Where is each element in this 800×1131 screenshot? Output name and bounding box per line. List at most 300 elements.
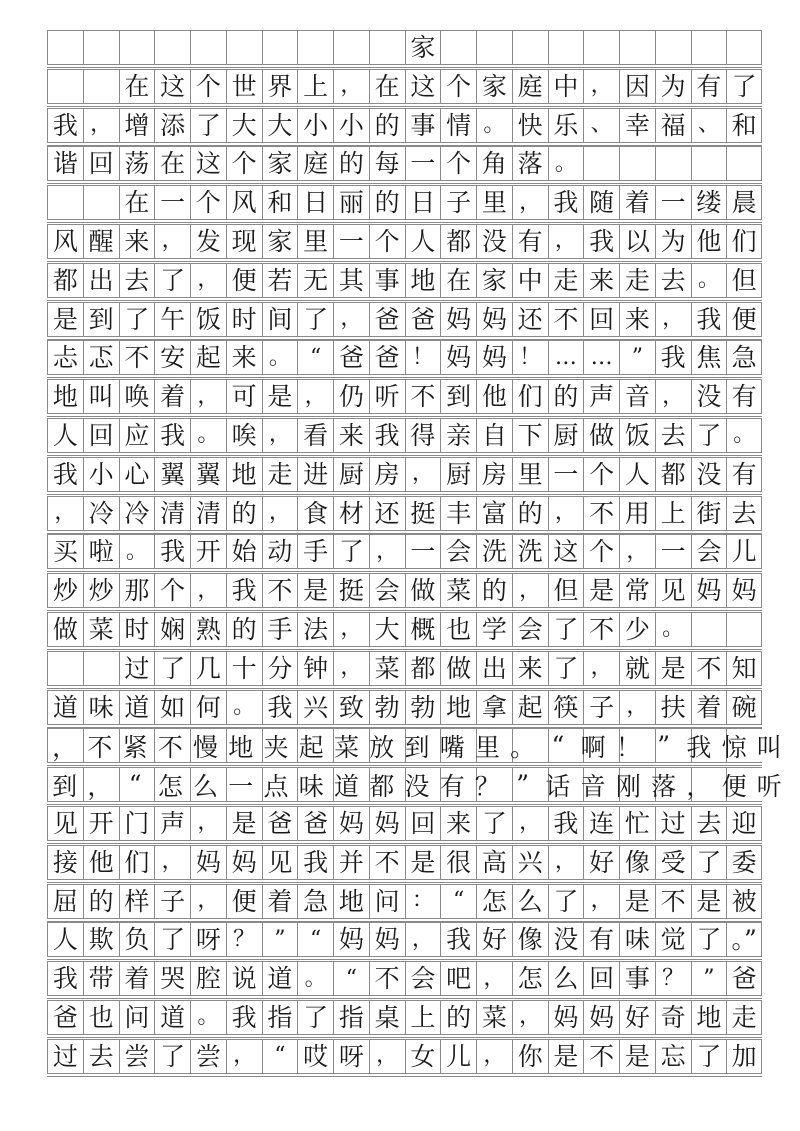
grid-cell: 的: [369, 109, 405, 142]
grid-cell: 为: [655, 70, 691, 103]
grid-cell: 大: [226, 109, 262, 142]
grid-cell: 忑: [83, 341, 119, 374]
grid-row: [47, 922, 762, 957]
grid-cell: …: [548, 341, 584, 374]
grid-cell: 在: [119, 70, 155, 103]
grid-cell: 缕: [691, 186, 727, 219]
grid-cell: [619, 768, 655, 801]
grid-cell: 筷: [548, 691, 584, 724]
grid-cell: 忐: [47, 341, 83, 374]
grid-cell: “: [297, 341, 333, 374]
grid-cell: 手: [297, 535, 333, 568]
grid-cell: 我: [440, 923, 476, 956]
grid-cell: 无: [297, 264, 333, 297]
grid-cell: 没: [548, 923, 584, 956]
grid-cell: 、: [583, 109, 619, 142]
grid-cell: [83, 70, 119, 103]
grid-cell: 的: [548, 380, 584, 413]
grid-cell: 急: [297, 885, 333, 918]
essay-title: 家: [405, 31, 441, 64]
grid-cell: 妈: [226, 846, 262, 879]
grid-cell: 大: [262, 109, 298, 142]
grid-cell: ，: [619, 535, 655, 568]
grid-cell: 是: [619, 1040, 655, 1073]
grid-cell: [583, 147, 619, 180]
grid-cell: 妈: [548, 1001, 584, 1034]
grid-cell: 样: [119, 885, 155, 918]
grid-cell: 妈: [369, 807, 405, 840]
grid-cell: 和: [726, 109, 762, 142]
grid-cell: 做: [440, 652, 476, 685]
grid-cell: 里: [512, 458, 548, 491]
grid-cell: 不: [119, 341, 155, 374]
grid-cell: 其: [333, 264, 369, 297]
grid-cell: 。: [119, 535, 155, 568]
grid-cell: [83, 31, 119, 64]
grid-cell: ，: [655, 303, 691, 336]
grid-cell: ，: [333, 70, 369, 103]
grid-cell: 的: [512, 497, 548, 530]
grid-cell: 了: [119, 303, 155, 336]
grid-cell: 便: [726, 303, 762, 336]
grid-cell: ，: [548, 497, 584, 530]
grid-cell: 这: [190, 147, 226, 180]
grid-cell: 发: [190, 225, 226, 258]
grid-cell: [691, 31, 727, 64]
grid-cell: 翼: [190, 458, 226, 491]
grid-cell: 是: [619, 885, 655, 918]
grid-cell: 都: [655, 458, 691, 491]
grid-cell: 勃: [369, 691, 405, 724]
overflow-handwritten-line: ， 不 紧 不 慢 地 夹 起 菜 放 到 嘴 里 。 “ 啊 ！ ” 我 惊 叫: [52, 731, 782, 762]
title-row: [47, 30, 762, 65]
grid-cell: 我: [691, 303, 727, 336]
grid-cell: [476, 729, 512, 762]
grid-cell: 在: [440, 264, 476, 297]
grid-cell: 了: [154, 1040, 190, 1073]
grid-cell: 着: [619, 186, 655, 219]
grid-cell: [512, 31, 548, 64]
grid-cell: 哎: [297, 1040, 333, 1073]
grid-cell: 了: [154, 652, 190, 685]
grid-cell: 。: [726, 419, 762, 452]
grid-cell: 个: [440, 147, 476, 180]
grid-cell: 接: [47, 846, 83, 879]
grid-cell: 去: [83, 1040, 119, 1073]
grid-cell: 的: [440, 1001, 476, 1034]
grid-cell: 子: [154, 885, 190, 918]
grid-cell: 应: [119, 419, 155, 452]
grid-cell: ，: [369, 1040, 405, 1073]
grid-cell: 爸: [297, 807, 333, 840]
grid-row: [47, 108, 762, 143]
grid-cell: 了: [154, 264, 190, 297]
grid-cell: 兴: [297, 691, 333, 724]
grid-cell: 都: [47, 264, 83, 297]
grid-cell: [583, 729, 619, 762]
grid-cell: 唉: [226, 419, 262, 452]
grid-cell: 人: [619, 458, 655, 491]
grid-cell: 会: [512, 613, 548, 646]
grid-cell: 这: [548, 535, 584, 568]
grid-cell: 不: [262, 574, 298, 607]
grid-cell: 回: [83, 147, 119, 180]
grid-cell: 不: [583, 613, 619, 646]
grid-row: [47, 612, 762, 647]
grid-cell: 做: [405, 574, 441, 607]
grid-cell: 幸: [619, 109, 655, 142]
grid-cell: 听: [369, 380, 405, 413]
grid-cell: [691, 729, 727, 762]
grid-cell: 不: [405, 380, 441, 413]
grid-cell: 了: [297, 303, 333, 336]
grid-cell: 事: [369, 264, 405, 297]
grid-cell: 街: [691, 497, 727, 530]
grid-cell: 菜: [369, 652, 405, 685]
grid-cell: 个: [583, 458, 619, 491]
grid-cell: 着: [262, 885, 298, 918]
grid-cell: 觉: [655, 923, 691, 956]
grid-cell: [83, 729, 119, 762]
grid-cell: 个: [583, 535, 619, 568]
grid-cell: 着: [154, 380, 190, 413]
grid-cell: 没: [691, 458, 727, 491]
grid-cell: 是: [548, 1040, 584, 1073]
grid-cell: 急: [726, 341, 762, 374]
grid-cell: 了: [297, 1001, 333, 1034]
grid-cell: 买: [47, 535, 83, 568]
grid-cell: ”: [262, 923, 298, 956]
grid-cell: [83, 652, 119, 685]
grid-cell: 大: [369, 613, 405, 646]
grid-cell: 安: [154, 341, 190, 374]
grid-cell: [726, 31, 762, 64]
grid-cell: ，: [548, 225, 584, 258]
grid-cell: 快: [512, 109, 548, 142]
grid-cell: ，: [405, 923, 441, 956]
grid-cell: 这: [405, 70, 441, 103]
grid-cell: 是: [583, 574, 619, 607]
grid-cell: 始: [226, 535, 262, 568]
grid-cell: ，: [190, 264, 226, 297]
grid-cell: 有: [726, 458, 762, 491]
grid-cell: 着: [691, 691, 727, 724]
grid-cell: 。: [262, 341, 298, 374]
grid-cell: 来: [440, 807, 476, 840]
grid-cell: 午: [154, 303, 190, 336]
grid-cell: 几: [190, 652, 226, 685]
grid-cell: 因: [619, 70, 655, 103]
grid-cell: 有: [726, 380, 762, 413]
grid-cell: 走: [548, 264, 584, 297]
grid-cell: 怎: [476, 885, 512, 918]
grid-cell: 常: [619, 574, 655, 607]
grid-row: [47, 1000, 762, 1035]
grid-cell: 着: [119, 962, 155, 995]
grid-cell: 啦: [83, 535, 119, 568]
grid-cell: ，: [47, 497, 83, 530]
grid-cell: 中: [548, 70, 584, 103]
grid-cell: 来: [119, 225, 155, 258]
grid-cell: 晨: [726, 186, 762, 219]
grid-cell: 小: [333, 109, 369, 142]
grid-cell: 味: [619, 923, 655, 956]
grid-cell: [333, 768, 369, 801]
grid-cell: 爸: [333, 341, 369, 374]
grid-cell: ，: [190, 807, 226, 840]
grid-cell: 小: [297, 109, 333, 142]
grid-cell: 自: [476, 419, 512, 452]
grid-cell: 的: [476, 574, 512, 607]
grid-cell: 家: [476, 70, 512, 103]
grid-cell: 一: [333, 225, 369, 258]
grid-cell: 饭: [190, 303, 226, 336]
grid-cell: 在: [119, 186, 155, 219]
grid-cell: ，: [333, 613, 369, 646]
grid-cell: 了: [691, 923, 727, 956]
grid-cell: 个: [440, 70, 476, 103]
grid-cell: 爸: [369, 341, 405, 374]
grid-cell: 人: [47, 923, 83, 956]
grid-cell: 碗: [726, 691, 762, 724]
grid-cell: 炒: [47, 574, 83, 607]
grid-cell: 怎: [512, 962, 548, 995]
grid-cell: ，: [548, 846, 584, 879]
grid-cell: 桌: [369, 1001, 405, 1034]
grid-cell: 门: [119, 807, 155, 840]
grid-cell: 会: [440, 535, 476, 568]
grid-cell: 但: [726, 264, 762, 297]
grid-cell: 道: [119, 691, 155, 724]
grid-cell: 的: [83, 885, 119, 918]
grid-cell: 食: [297, 497, 333, 530]
grid-cell: [619, 147, 655, 180]
grid-cell: ，: [262, 497, 298, 530]
grid-cell: 个: [226, 147, 262, 180]
grid-cell: 用: [619, 497, 655, 530]
grid-cell: ，: [512, 807, 548, 840]
grid-cell: “: [333, 962, 369, 995]
grid-cell: 挺: [405, 497, 441, 530]
grid-cell: 事: [405, 109, 441, 142]
grid-cell: 唤: [119, 380, 155, 413]
grid-cell: …: [583, 341, 619, 374]
grid-cell: 我: [226, 574, 262, 607]
grid-cell: 我: [297, 846, 333, 879]
grid-cell: 少: [619, 613, 655, 646]
grid-cell: 福: [655, 109, 691, 142]
grid-cell: 过: [47, 1040, 83, 1073]
grid-cell: 和: [262, 186, 298, 219]
grid-cell: 致: [333, 691, 369, 724]
grid-cell: 手: [262, 613, 298, 646]
grid-cell: 小: [83, 458, 119, 491]
grid-cell: 去: [655, 264, 691, 297]
grid-cell: 有: [512, 225, 548, 258]
grid-cell: 饭: [619, 419, 655, 452]
grid-cell: 也: [440, 613, 476, 646]
grid-cell: 来: [583, 264, 619, 297]
grid-cell: 醒: [83, 225, 119, 258]
grid-cell: [583, 31, 619, 64]
grid-cell: 但: [548, 574, 584, 607]
grid-cell: 出: [476, 652, 512, 685]
grid-cell: 厨: [548, 419, 584, 452]
grid-cell: [154, 31, 190, 64]
grid-cell: ，: [405, 458, 441, 491]
grid-cell: 是: [691, 885, 727, 918]
grid-cell: 加: [726, 1040, 762, 1073]
grid-cell: 若: [262, 264, 298, 297]
grid-cell: 房: [369, 458, 405, 491]
grid-cell: [333, 31, 369, 64]
grid-cell: [655, 768, 691, 801]
grid-cell: 在: [154, 147, 190, 180]
grid-cell: [440, 768, 476, 801]
grid-cell: 做: [47, 613, 83, 646]
grid-cell: [619, 31, 655, 64]
grid-cell: ！: [405, 341, 441, 374]
grid-cell: 洗: [512, 535, 548, 568]
grid-cell: 开: [83, 807, 119, 840]
grid-cell: 忙: [619, 807, 655, 840]
grid-cell: 。”: [726, 923, 762, 956]
grid-cell: ，: [476, 1040, 512, 1073]
grid-cell: 了: [726, 70, 762, 103]
grid-cell: 的: [369, 186, 405, 219]
grid-cell: 回: [583, 303, 619, 336]
grid-cell: 迎: [726, 807, 762, 840]
grid-cell: [190, 729, 226, 762]
grid-cell: 。: [548, 147, 584, 180]
grid-cell: 叫: [83, 380, 119, 413]
grid-cell: 妈: [440, 303, 476, 336]
grid-cell: 人: [47, 419, 83, 452]
grid-cell: 是: [297, 574, 333, 607]
grid-cell: 腔: [190, 962, 226, 995]
grid-cell: 尝: [119, 1040, 155, 1073]
grid-cell: 我: [226, 1001, 262, 1034]
grid-cell: 十: [226, 652, 262, 685]
grid-cell: 菜: [476, 1001, 512, 1034]
grid-cell: 不: [369, 846, 405, 879]
grid-row: [47, 146, 762, 181]
grid-cell: 带: [83, 962, 119, 995]
grid-cell: 妈: [691, 574, 727, 607]
grid-cell: 道: [154, 1001, 190, 1034]
grid-cell: 了: [333, 535, 369, 568]
grid-cell: 个: [190, 186, 226, 219]
grid-cell: 里: [476, 186, 512, 219]
grid-cell: 了: [691, 1040, 727, 1073]
grid-cell: ：: [405, 885, 441, 918]
grid-cell: 起: [190, 341, 226, 374]
grid-cell: [726, 613, 762, 646]
grid-cell: 声: [154, 807, 190, 840]
grid-row: [47, 69, 762, 104]
grid-cell: 不: [655, 885, 691, 918]
grid-cell: 去: [726, 497, 762, 530]
grid-cell: 一: [405, 535, 441, 568]
grid-cell: ，: [369, 535, 405, 568]
grid-cell: 我: [655, 341, 691, 374]
grid-cell: [47, 186, 83, 219]
grid-cell: [333, 729, 369, 762]
grid-cell: ，: [190, 885, 226, 918]
grid-cell: 、: [691, 109, 727, 142]
grid-cell: 到: [440, 380, 476, 413]
grid-cell: [119, 31, 155, 64]
grid-cell: ”: [691, 962, 727, 995]
grid-cell: “: [297, 923, 333, 956]
grid-cell: 像: [512, 923, 548, 956]
grid-cell: 世: [226, 70, 262, 103]
grid-cell: 间: [262, 303, 298, 336]
grid-cell: 乐: [548, 109, 584, 142]
grid-cell: ，: [476, 962, 512, 995]
grid-cell: 洗: [476, 535, 512, 568]
grid-cell: ，: [619, 691, 655, 724]
grid-cell: [583, 768, 619, 801]
grid-cell: 上: [297, 70, 333, 103]
grid-cell: 儿: [726, 535, 762, 568]
grid-cell: 每: [369, 147, 405, 180]
grid-cell: 这: [154, 70, 190, 103]
grid-cell: 起: [512, 691, 548, 724]
grid-cell: [297, 768, 333, 801]
grid-row: [47, 690, 762, 725]
grid-cell: 们: [726, 225, 762, 258]
grid-cell: 也: [83, 1001, 119, 1034]
grid-cell: “: [440, 885, 476, 918]
grid-cell: 回: [405, 807, 441, 840]
grid-cell: 来: [226, 341, 262, 374]
grid-cell: 出: [83, 264, 119, 297]
grid-cell: [476, 31, 512, 64]
grid-cell: [655, 147, 691, 180]
grid-cell: 翼: [154, 458, 190, 491]
grid-cell: 道: [47, 691, 83, 724]
grid-cell: 了: [476, 807, 512, 840]
grid-cell: ，: [154, 846, 190, 879]
grid-cell: 挺: [333, 574, 369, 607]
grid-cell: [47, 652, 83, 685]
grid-cell: 好: [619, 1001, 655, 1034]
grid-cell: 做: [583, 419, 619, 452]
grid-row: [47, 534, 762, 569]
grid-cell: 一: [655, 535, 691, 568]
grid-cell: 地: [226, 458, 262, 491]
grid-row: [47, 379, 762, 414]
grid-cell: 冷: [119, 497, 155, 530]
grid-cell: 得: [405, 419, 441, 452]
grid-cell: 道: [262, 962, 298, 995]
grid-cell: 个: [190, 70, 226, 103]
grid-row: [47, 496, 762, 531]
grid-cell: 你: [512, 1040, 548, 1073]
grid-cell: 忘: [655, 1040, 691, 1073]
grid-cell: 荡: [119, 147, 155, 180]
grid-cell: [119, 729, 155, 762]
grid-cell: [47, 729, 83, 762]
grid-cell: 的: [226, 613, 262, 646]
grid-cell: 回: [583, 962, 619, 995]
grid-cell: 去: [655, 419, 691, 452]
grid-cell: 会: [369, 574, 405, 607]
grid-cell: 见: [47, 807, 83, 840]
grid-cell: 菜: [83, 613, 119, 646]
grid-cell: [405, 768, 441, 801]
